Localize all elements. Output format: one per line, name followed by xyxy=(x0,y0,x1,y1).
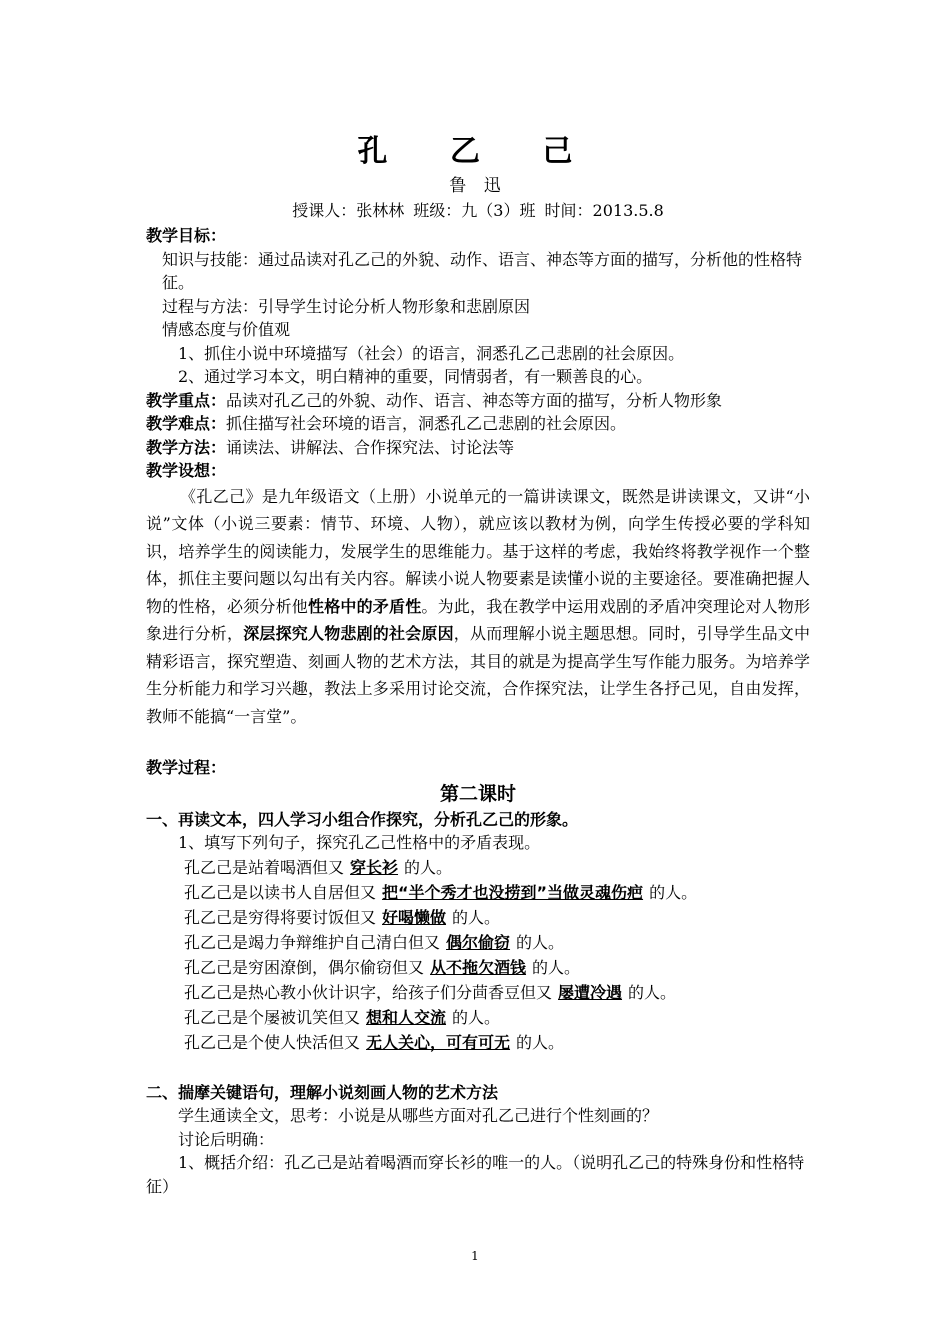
fill-in-row xyxy=(146,880,810,905)
fill-in-answer: 从不拖欠酒钱 xyxy=(430,957,527,977)
fill-in-answer: 想和人交流 xyxy=(366,1007,447,1027)
fill-in-row xyxy=(146,855,810,880)
goal-emotion: 情感态度与价值观 xyxy=(162,320,291,339)
fill-in-suffix: 的人。 xyxy=(452,1007,501,1027)
document-page xyxy=(146,120,810,1198)
fill-in-suffix: 的人。 xyxy=(516,1032,565,1052)
fill-in-prefix: 孔乙己是穷得将要讨饭但又 xyxy=(184,907,377,927)
fill-in-prefix: 孔乙己是以读书人自居但又 xyxy=(184,882,377,902)
teaching-method xyxy=(146,436,810,460)
fill-in-suffix: 的人。 xyxy=(404,857,453,877)
design-bold-1: 性格中的矛盾性 xyxy=(308,596,422,616)
page-number: 1 xyxy=(471,1249,479,1263)
design-text-1: 《孔乙己》是九年级语文（上册）小说单元的一篇讲读课文，既然是讲读课文，又讲“小说”文体（小说三要素：情节、环境、人物），就应该以教材为例，向学生传授必要的学科知识，培养学生的阅读能力，发展学生的思维能力。基于这样的考虑，我始终将教学视作一个整体，抓住主要问题以勾出有关内容。解读小说人物要素是读懂小说的主要途径。要准确把握人物的性格，必须分析他 xyxy=(146,486,810,616)
design-heading: 教学设想： xyxy=(146,461,227,480)
goal-process: 过程与方法：引导学生讨论分析人物形象和悲剧原因 xyxy=(162,296,531,316)
fill-in-suffix: 的人。 xyxy=(452,907,501,927)
fill-in-answer: 好喝懒做 xyxy=(382,907,447,927)
method-text: 诵读法、讲解法、合作探究法、讨论法等 xyxy=(226,437,515,457)
fill-in-answer: 偶尔偷窃 xyxy=(446,932,511,952)
fill-in-suffix: 的人。 xyxy=(532,957,581,977)
spacer xyxy=(146,730,810,756)
design-text-2: 。为此，我在教学中运用戏剧的矛盾冲突理论对人物形象进行分析， xyxy=(146,596,810,643)
difficult-label: 教学难点： xyxy=(146,414,227,433)
section-1-title: 一、再读文本，四人学习小组合作探究，分析孔乙己的形象。 xyxy=(146,809,579,829)
section-2-line-1: 学生通读全文，思考：小说是从哪些方面对孔乙己进行个性刻画的？ xyxy=(178,1106,659,1125)
author: 鲁 迅 xyxy=(449,176,507,196)
goal-emotion-1: 1、抓住小说中环境描写（社会）的语言，洞悉孔乙己悲剧的社会原因。 xyxy=(178,343,685,363)
design-bold-2: 深层探究人物悲剧的社会原因 xyxy=(243,624,454,643)
design-paragraph xyxy=(146,483,810,731)
lesson-heading: 第二课时 xyxy=(439,782,516,805)
design-text-3: ，从而理解小说主题思想。同时，引导学生品文中精彩语言，探究塑造、刻画人物的艺术方法，其目的就是为提高学生写作能力服务。为培养学生分析能力和学习兴趣，教法上多采用讨论交流，合作探究法，让学生各抒己见，自由发挥，教师不能搞“一言堂”。 xyxy=(146,624,810,726)
section-1-task: 1、填写下列句子，探究孔乙己性格中的矛盾表现。 xyxy=(178,833,541,852)
fill-in-answer: 把“半个秀才也没捞到”当做灵魂伤疤 xyxy=(382,882,644,902)
goals-heading: 教学目标： xyxy=(146,226,227,245)
fill-in-prefix: 孔乙己是站着喝酒但又 xyxy=(184,857,345,877)
fill-in-answer: 穿长衫 xyxy=(350,857,399,877)
process-heading: 教学过程： xyxy=(146,758,227,777)
fill-in-answer: 屡遭冷遇 xyxy=(558,982,623,1002)
goal-emotion-2: 2、通过学习本文，明白精神的重要，同情弱者，有一颗善良的心。 xyxy=(178,367,653,386)
spacer xyxy=(146,1055,810,1081)
fill-in-suffix: 的人。 xyxy=(516,932,565,952)
fill-in-prefix: 孔乙己是穷困潦倒，偶尔偷窃但又 xyxy=(184,957,425,977)
section-2-line-2: 讨论后明确： xyxy=(178,1129,275,1149)
fill-in-row xyxy=(146,1030,810,1055)
fill-in-prefix: 孔乙己是个使人快活但又 xyxy=(184,1032,361,1052)
key-label: 教学重点： xyxy=(146,390,227,410)
key-text: 品读对孔乙己的外貌、动作、语言、神态等方面的描写，分析人物形象 xyxy=(226,390,723,410)
fill-in-row xyxy=(146,905,810,930)
method-label: 教学方法： xyxy=(146,437,227,457)
fill-in-suffix: 的人。 xyxy=(628,982,677,1002)
lesson-meta: 授课人：张林林 班级：九（3）班 时间：2013.5.8 xyxy=(292,201,664,220)
fill-in-row xyxy=(146,1005,810,1030)
fill-in-row xyxy=(146,930,810,955)
goal-knowledge: 知识与技能：通过品读对孔乙己的外貌、动作、语言、神态等方面的描写，分析他的性格特征。 xyxy=(162,249,803,292)
section-2-line-3: 1、概括介绍：孔乙己是站着喝酒而穿长衫的唯一的人。（说明孔乙己的特殊身份和性格特征） xyxy=(146,1153,805,1196)
fill-in-list xyxy=(146,855,810,1055)
difficult-text: 抓住描写社会环境的语言，洞悉孔乙己悲剧的社会原因。 xyxy=(226,414,627,433)
fill-in-prefix: 孔乙己是个屡被讥笑但又 xyxy=(184,1007,361,1027)
section-2-title: 二、揣摩关键语句，理解小说刻画人物的艺术方法 xyxy=(146,1082,499,1102)
fill-in-row xyxy=(146,955,810,980)
fill-in-suffix: 的人。 xyxy=(649,882,698,902)
difficult-point xyxy=(146,412,810,436)
fill-in-answer: 无人关心，可有可无 xyxy=(366,1032,511,1052)
fill-in-prefix: 孔乙己是热心教小伙计识字，给孩子们分茴香豆但又 xyxy=(184,982,553,1002)
page-title: 孔 乙 己 xyxy=(357,134,599,169)
key-point xyxy=(146,389,810,413)
fill-in-row xyxy=(146,980,810,1005)
fill-in-prefix: 孔乙己是竭力争辩维护自己清白但又 xyxy=(184,932,441,952)
